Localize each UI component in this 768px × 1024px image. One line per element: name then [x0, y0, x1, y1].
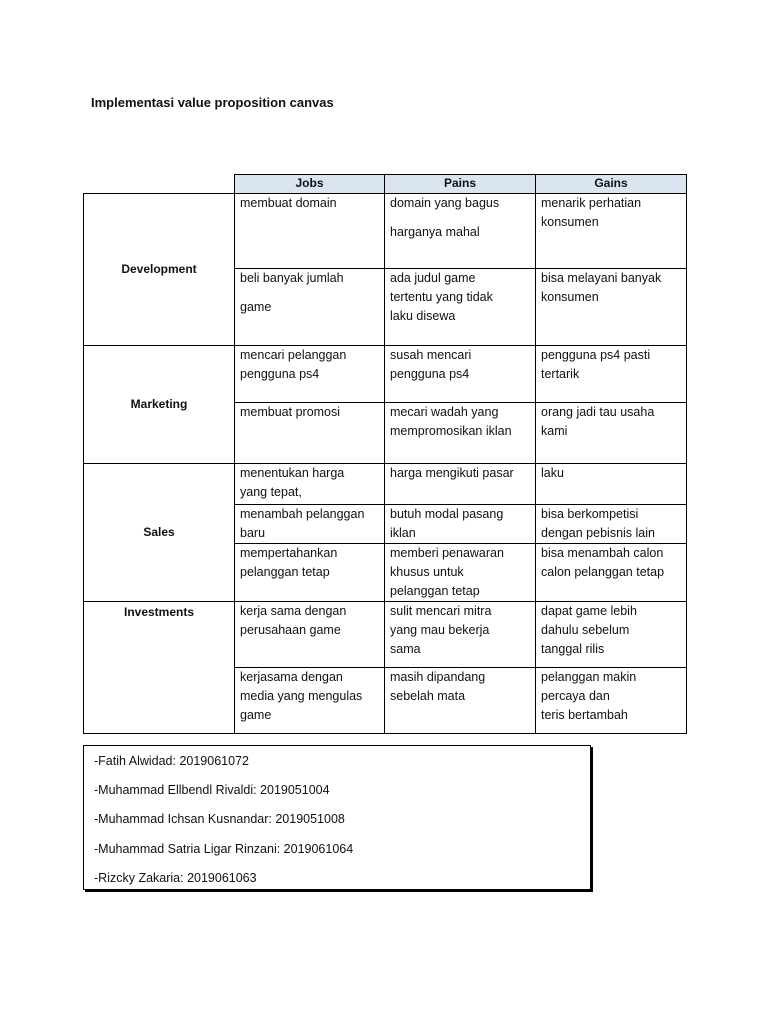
cell-line: membuat promosi	[240, 405, 341, 419]
cell-line: menarik perhatian	[541, 196, 642, 210]
header-blank-cell	[84, 175, 235, 194]
cell-line: orang jadi tau usaha	[541, 405, 655, 419]
cell-line: tertarik	[541, 367, 580, 381]
document-title: Implementasi value proposition canvas	[91, 95, 334, 110]
cell-line: dengan pebisnis lain	[541, 526, 655, 540]
pains-cell	[385, 544, 536, 602]
cell-line: teris bertambah	[541, 708, 628, 722]
member-entry: -Fatih Alwidad: 2019061072	[94, 754, 249, 768]
gains-cell	[536, 544, 687, 602]
cell-line: harga mengikuti pasar	[390, 466, 514, 480]
cell-line: masih dipandang	[390, 670, 486, 684]
gains-cell	[536, 602, 687, 668]
cell-line: mecari wadah yang	[390, 405, 499, 419]
category-sales: Sales	[84, 464, 235, 602]
cell-line: pelanggan tetap	[390, 584, 480, 598]
cell-line: pelanggan makin	[541, 670, 637, 684]
cell-line: kami	[541, 424, 568, 438]
cell-line: sulit mencari mitra	[390, 604, 492, 618]
jobs-cell	[235, 403, 385, 464]
cell-line: pelanggan tetap	[240, 565, 330, 579]
gains-cell	[536, 505, 687, 544]
cell-line: menambah pelanggan	[240, 507, 365, 521]
cell-line: khusus untuk	[390, 565, 464, 579]
jobs-cell	[235, 668, 385, 734]
cell-line: percaya dan	[541, 689, 610, 703]
cell-line: bisa menambah calon	[541, 546, 664, 560]
jobs-cell	[235, 346, 385, 403]
cell-line: konsumen	[541, 215, 599, 229]
jobs-cell	[235, 544, 385, 602]
cell-line: sama	[390, 642, 421, 656]
cell-line: membuat domain	[240, 196, 337, 210]
gains-cell	[536, 464, 687, 505]
cell-line: tanggal rilis	[541, 642, 605, 656]
cell-line: sebelah mata	[390, 689, 466, 703]
team-members-box	[83, 745, 591, 890]
cell-line: laku	[541, 466, 564, 480]
member-entry: -Muhammad Ichsan Kusnandar: 2019051008	[94, 812, 345, 827]
cell-line: mencari pelanggan	[240, 348, 347, 362]
cell-line: susah mencari	[390, 348, 472, 362]
cell-line: pengguna ps4	[240, 367, 320, 381]
cell-line: iklan	[390, 526, 416, 540]
header-gains: Gains	[536, 175, 687, 194]
cell-line: baru	[240, 526, 266, 540]
category-investments: Investments	[84, 602, 235, 734]
cell-line: media yang mengulas	[240, 689, 363, 703]
cell-line: tertentu yang tidak	[390, 290, 493, 304]
cell-line: domain yang bagus	[390, 196, 500, 210]
category-marketing: Marketing	[84, 346, 235, 464]
cell-line: beli banyak jumlah	[240, 271, 344, 285]
cell-line: calon pelanggan tetap	[541, 565, 665, 579]
cell-line: kerjasama dengan	[240, 670, 343, 684]
table-row	[84, 464, 687, 505]
pains-cell	[385, 602, 536, 668]
pains-cell	[385, 464, 536, 505]
cell-line: pengguna ps4	[390, 367, 470, 381]
cell-line: memberi penawaran	[390, 546, 504, 560]
member-entry: -Rizcky Zakaria: 2019061063	[94, 870, 257, 885]
jobs-cell	[235, 194, 385, 269]
cell-line: mempertahankan	[240, 546, 338, 560]
table-row	[84, 194, 687, 269]
cell-line: konsumen	[541, 290, 599, 304]
cell-line: menentukan harga	[240, 466, 345, 480]
pains-cell	[385, 269, 536, 346]
member-entry: -Muhammad Satria Ligar Rinzani: 2019061064	[94, 841, 354, 856]
header-row	[84, 175, 687, 194]
cell-line: game	[240, 708, 272, 722]
gains-cell	[536, 269, 687, 346]
cell-line: yang tepat,	[240, 485, 302, 499]
cell-line: pengguna ps4 pasti	[541, 348, 651, 362]
table-row	[84, 346, 687, 403]
gains-cell	[536, 668, 687, 734]
header-pains: Pains	[385, 175, 536, 194]
cell-line: butuh modal pasang	[390, 507, 504, 521]
cell-line: dahulu sebelum	[541, 623, 630, 637]
pains-cell	[385, 505, 536, 544]
cell-line: bisa berkompetisi	[541, 507, 639, 521]
cell-line: ada judul game	[390, 271, 476, 285]
cell-line: yang mau bekerja	[390, 623, 490, 637]
cell-line: game	[240, 300, 272, 314]
cell-line: harganya mahal	[390, 225, 480, 239]
cell-line: dapat game lebih	[541, 604, 637, 618]
cell-line: bisa melayani banyak	[541, 271, 662, 285]
pains-cell	[385, 194, 536, 269]
cell-line: perusahaan game	[240, 623, 341, 637]
gains-cell	[536, 346, 687, 403]
value-proposition-table	[83, 174, 687, 734]
table-row	[84, 602, 687, 668]
cell-line: mempromosikan iklan	[390, 424, 512, 438]
pains-cell	[385, 403, 536, 464]
jobs-cell	[235, 464, 385, 505]
member-entry: -Muhammad Ellbendl Rivaldi: 2019051004	[94, 783, 330, 798]
header-jobs: Jobs	[235, 175, 385, 194]
jobs-cell	[235, 269, 385, 346]
cell-line: laku disewa	[390, 309, 456, 323]
pains-cell	[385, 346, 536, 403]
category-development: Development	[84, 194, 235, 346]
gains-cell	[536, 194, 687, 269]
jobs-cell	[235, 602, 385, 668]
pains-cell	[385, 668, 536, 734]
cell-line: kerja sama dengan	[240, 604, 347, 618]
gains-cell	[536, 403, 687, 464]
jobs-cell	[235, 505, 385, 544]
